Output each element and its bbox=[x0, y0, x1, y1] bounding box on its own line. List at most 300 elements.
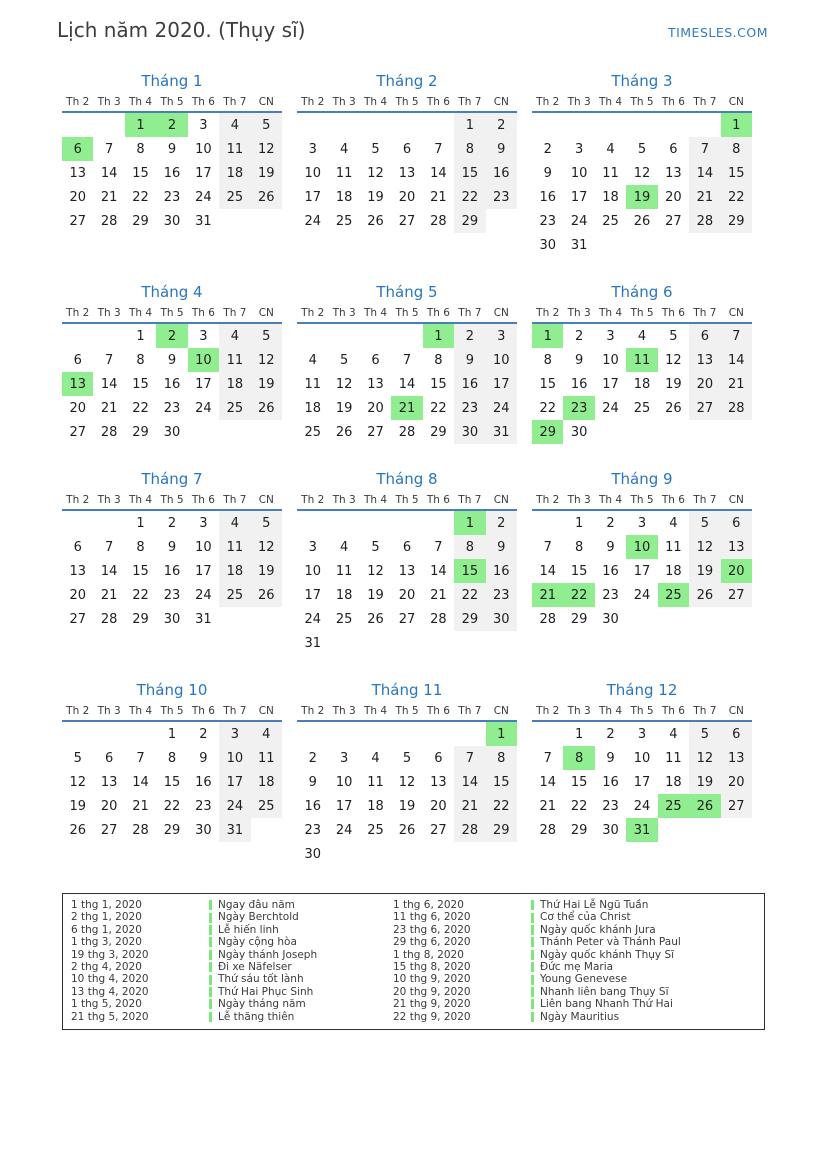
day-cell: 20 bbox=[398, 587, 416, 603]
day-cell: 6 bbox=[402, 539, 412, 555]
day-cell-empty bbox=[658, 113, 689, 137]
day-cell: 13 bbox=[721, 535, 752, 559]
day-cell-empty bbox=[62, 511, 93, 535]
weekday-label: Th 2 bbox=[301, 307, 325, 319]
day-cell: 29 bbox=[132, 424, 149, 440]
day-cell: 23 bbox=[163, 189, 181, 205]
legend-holiday-label: Ngày thánh Joseph bbox=[218, 948, 318, 961]
legend-row bbox=[385, 936, 764, 948]
day-cell: 2 bbox=[543, 141, 552, 157]
day-cell: 11 bbox=[304, 376, 321, 392]
weekday-label: Th 6 bbox=[191, 494, 215, 506]
day-cell: 21 bbox=[430, 189, 447, 205]
day-cell: 15 bbox=[132, 376, 149, 392]
day-cell: 29 bbox=[486, 818, 517, 842]
month-block-11 bbox=[297, 681, 517, 866]
legend-row bbox=[63, 936, 385, 948]
legend-holiday-label: Ngày cộng hòa bbox=[218, 936, 297, 949]
day-cell: 25 bbox=[251, 794, 282, 818]
day-cell: 28 bbox=[430, 611, 447, 627]
day-cell: 7 bbox=[136, 750, 145, 766]
day-cell: 22 bbox=[132, 587, 149, 603]
day-cell: 22 bbox=[430, 400, 447, 416]
month-block-6 bbox=[532, 283, 752, 444]
legend-row bbox=[63, 986, 385, 998]
day-cell: 9 bbox=[454, 348, 485, 372]
day-cell: 21 bbox=[100, 189, 118, 205]
day-cell: 26 bbox=[689, 794, 720, 818]
day-cell-empty bbox=[360, 631, 391, 655]
weekday-label: Th 5 bbox=[630, 307, 654, 319]
day-cell: 29 bbox=[454, 209, 485, 233]
day-cell: 23 bbox=[486, 583, 517, 607]
day-cell: 29 bbox=[570, 611, 588, 627]
weekday-label: Th 6 bbox=[426, 494, 450, 506]
day-cell-empty bbox=[532, 511, 563, 535]
day-cell: 20 bbox=[689, 372, 720, 396]
day-cell: 14 bbox=[100, 563, 118, 579]
day-cell: 7 bbox=[104, 141, 114, 157]
day-cell: 5 bbox=[251, 113, 282, 137]
legend-holiday-label: Liên bang Nhanh Thứ Hai bbox=[540, 998, 673, 1011]
day-cell-empty bbox=[689, 818, 720, 842]
day-cell: 13 bbox=[62, 372, 93, 396]
month-title[interactable]: Tháng 7 bbox=[141, 470, 203, 488]
day-cell: 16 bbox=[304, 798, 321, 814]
day-cell: 4 bbox=[669, 515, 678, 531]
day-cell: 19 bbox=[398, 798, 416, 814]
month-title[interactable]: Tháng 10 bbox=[136, 681, 208, 699]
day-cell-empty bbox=[93, 511, 124, 535]
month-title[interactable]: Tháng 11 bbox=[371, 681, 443, 699]
day-cell: 13 bbox=[689, 348, 720, 372]
day-cell: 8 bbox=[721, 137, 752, 161]
legend-row bbox=[385, 986, 764, 998]
day-cell: 21 bbox=[689, 185, 720, 209]
day-cell: 18 bbox=[219, 161, 250, 185]
day-cell-empty bbox=[93, 324, 124, 348]
day-cell: 21 bbox=[532, 583, 563, 607]
day-cell-empty bbox=[391, 113, 422, 137]
legend-date: 1 thg 6, 2020 bbox=[393, 899, 464, 911]
day-cell: 1 bbox=[136, 328, 145, 344]
day-cell-empty bbox=[62, 113, 93, 137]
day-cell: 10 bbox=[570, 165, 588, 181]
weekday-label: Th 3 bbox=[97, 96, 121, 108]
day-cell: 10 bbox=[486, 348, 517, 372]
day-cell: 29 bbox=[532, 420, 563, 444]
day-cell: 14 bbox=[454, 770, 485, 794]
day-cell: 13 bbox=[398, 165, 416, 181]
weekday-label: CN bbox=[258, 705, 274, 717]
day-cell: 10 bbox=[195, 141, 212, 157]
day-cell: 26 bbox=[689, 583, 720, 607]
holiday-tick-icon bbox=[209, 987, 212, 997]
month-title[interactable]: Tháng 1 bbox=[141, 72, 203, 90]
day-cell: 10 bbox=[335, 774, 353, 790]
month-title[interactable]: Tháng 2 bbox=[376, 72, 438, 90]
legend-date: 1 thg 3, 2020 bbox=[71, 936, 142, 949]
day-cell: 13 bbox=[69, 563, 86, 579]
day-cell: 16 bbox=[539, 189, 556, 205]
month-block-7 bbox=[62, 470, 282, 631]
day-cell: 21 bbox=[100, 587, 118, 603]
day-cell: 19 bbox=[367, 587, 384, 603]
legend-holiday-name bbox=[531, 911, 764, 923]
day-cell: 11 bbox=[367, 774, 384, 790]
day-cell: 17 bbox=[195, 376, 212, 392]
day-cell: 1 bbox=[486, 722, 517, 746]
legend-holiday-label: Thứ Hai Phục Sinh bbox=[218, 985, 314, 998]
day-cell-empty bbox=[297, 113, 328, 137]
day-cell: 23 bbox=[563, 396, 594, 420]
weekday-label: Th 2 bbox=[536, 307, 560, 319]
legend-holiday-name bbox=[209, 949, 385, 961]
day-cell-empty bbox=[532, 722, 563, 746]
day-cell: 2 bbox=[156, 324, 187, 348]
day-cell: 15 bbox=[430, 376, 447, 392]
day-cell: 6 bbox=[434, 750, 443, 766]
day-cell: 14 bbox=[100, 376, 118, 392]
weekday-label: Th 4 bbox=[599, 96, 623, 108]
legend-holiday-label: Thánh Peter và Thánh Paul bbox=[540, 936, 681, 949]
day-cell: 12 bbox=[689, 535, 720, 559]
day-cell-empty bbox=[721, 818, 752, 842]
day-cell: 9 bbox=[574, 352, 584, 368]
site-link[interactable]: TIMESLES.COM bbox=[667, 25, 768, 40]
day-cell: 30 bbox=[454, 420, 485, 444]
day-cell: 23 bbox=[539, 213, 556, 229]
legend-date: 2 thg 1, 2020 bbox=[71, 911, 142, 924]
day-cell: 11 bbox=[665, 750, 682, 766]
day-cell-empty bbox=[360, 324, 391, 348]
weekday-label: CN bbox=[493, 494, 509, 506]
day-cell-empty bbox=[626, 113, 657, 137]
day-cell: 22 bbox=[454, 583, 485, 607]
day-cell: 24 bbox=[195, 587, 212, 603]
weekday-label: Th 3 bbox=[567, 494, 591, 506]
day-cell: 1 bbox=[721, 113, 752, 137]
weekday-label: Th 4 bbox=[129, 494, 153, 506]
weekday-label: Th 6 bbox=[426, 96, 450, 108]
day-cell: 8 bbox=[136, 539, 145, 555]
day-cell: 28 bbox=[430, 213, 447, 229]
month-title[interactable]: Tháng 8 bbox=[376, 470, 438, 488]
weekday-label: Th 6 bbox=[661, 705, 685, 717]
days-grid bbox=[62, 722, 282, 842]
month-title[interactable]: Tháng 12 bbox=[606, 681, 678, 699]
days-grid bbox=[62, 324, 282, 444]
page-title: Lịch năm 2020. (Thụy sĩ) bbox=[57, 18, 306, 42]
weekday-label: Th 3 bbox=[567, 96, 591, 108]
day-cell: 5 bbox=[251, 324, 282, 348]
day-cell: 8 bbox=[486, 746, 517, 770]
month-title[interactable]: Tháng 5 bbox=[376, 283, 438, 301]
weekday-label: Th 2 bbox=[66, 705, 90, 717]
weekday-label: Th 3 bbox=[332, 705, 356, 717]
weekday-label: Th 5 bbox=[395, 307, 419, 319]
day-cell-empty bbox=[454, 631, 485, 655]
weekday-header-row bbox=[62, 307, 282, 324]
day-cell-empty bbox=[328, 324, 359, 348]
day-cell: 31 bbox=[486, 420, 517, 444]
day-cell: 24 bbox=[486, 396, 517, 420]
weekday-label: Th 6 bbox=[191, 307, 215, 319]
day-cell: 4 bbox=[371, 750, 380, 766]
day-cell: 5 bbox=[371, 141, 380, 157]
day-cell: 11 bbox=[626, 348, 657, 372]
legend-date: 6 thg 1, 2020 bbox=[71, 923, 142, 936]
day-cell: 2 bbox=[574, 328, 584, 344]
weekday-label: Th 5 bbox=[160, 494, 184, 506]
day-cell: 14 bbox=[132, 774, 149, 790]
day-cell: 6 bbox=[73, 539, 82, 555]
day-cell: 19 bbox=[251, 559, 282, 583]
legend-holiday-name bbox=[209, 1011, 385, 1023]
weekday-header-row bbox=[297, 307, 517, 324]
day-cell: 21 bbox=[391, 396, 422, 420]
day-cell-empty bbox=[658, 420, 689, 444]
day-cell: 29 bbox=[721, 209, 752, 233]
day-cell-empty bbox=[328, 842, 359, 866]
day-cell: 24 bbox=[195, 400, 212, 416]
day-cell-empty bbox=[454, 842, 485, 866]
day-cell: 2 bbox=[606, 515, 615, 531]
day-cell: 9 bbox=[606, 750, 615, 766]
month-title[interactable]: Tháng 4 bbox=[141, 283, 203, 301]
day-cell: 30 bbox=[486, 607, 517, 631]
day-cell-empty bbox=[125, 722, 156, 746]
holiday-tick-icon bbox=[531, 913, 534, 923]
day-cell: 14 bbox=[689, 161, 720, 185]
day-cell-empty bbox=[486, 842, 517, 866]
holiday-tick-icon bbox=[209, 900, 212, 910]
day-cell: 4 bbox=[251, 722, 282, 746]
day-cell: 11 bbox=[335, 563, 353, 579]
weekday-header-row bbox=[532, 96, 752, 113]
day-cell-empty bbox=[297, 324, 328, 348]
holiday-tick-icon bbox=[209, 962, 212, 972]
legend-date: 11 thg 6, 2020 bbox=[393, 911, 471, 924]
days-grid bbox=[62, 113, 282, 233]
day-cell: 26 bbox=[367, 213, 384, 229]
day-cell-empty bbox=[391, 511, 422, 535]
day-cell: 29 bbox=[132, 611, 149, 627]
day-cell: 22 bbox=[454, 185, 485, 209]
day-cell: 6 bbox=[721, 511, 752, 535]
day-cell-empty bbox=[689, 420, 720, 444]
day-cell-empty bbox=[360, 722, 391, 746]
day-cell: 11 bbox=[251, 746, 282, 770]
legend-holiday-name bbox=[209, 973, 385, 985]
legend-date: 10 thg 9, 2020 bbox=[393, 973, 471, 986]
day-cell: 27 bbox=[398, 611, 416, 627]
day-cell: 23 bbox=[163, 400, 181, 416]
day-cell: 28 bbox=[539, 611, 556, 627]
day-cell: 22 bbox=[570, 798, 588, 814]
day-cell: 26 bbox=[398, 822, 416, 838]
day-cell: 15 bbox=[454, 161, 485, 185]
day-cell: 7 bbox=[689, 137, 720, 161]
day-cell-empty bbox=[689, 113, 720, 137]
day-cell: 17 bbox=[195, 165, 212, 181]
weekday-label: Th 3 bbox=[332, 96, 356, 108]
day-cell: 12 bbox=[633, 165, 651, 181]
legend-date: 15 thg 8, 2020 bbox=[393, 961, 471, 974]
holiday-tick-icon bbox=[209, 950, 212, 960]
day-cell: 18 bbox=[335, 189, 353, 205]
day-cell: 12 bbox=[665, 352, 682, 368]
day-cell: 12 bbox=[251, 137, 282, 161]
day-cell-empty bbox=[328, 722, 359, 746]
day-cell: 11 bbox=[602, 165, 619, 181]
day-cell: 17 bbox=[304, 189, 321, 205]
legend-holiday-label: Thứ Hai Lễ Ngũ Tuần bbox=[540, 899, 649, 911]
day-cell: 18 bbox=[219, 372, 250, 396]
weekday-label: CN bbox=[728, 307, 744, 319]
day-cell: 16 bbox=[163, 165, 181, 181]
day-cell: 17 bbox=[195, 563, 212, 579]
day-cell: 4 bbox=[219, 113, 250, 137]
day-cell-empty bbox=[391, 324, 422, 348]
day-cell-empty bbox=[658, 233, 689, 257]
legend-holiday-label: Thứ sáu tốt lành bbox=[218, 973, 304, 986]
day-cell: 27 bbox=[721, 794, 752, 818]
day-cell: 28 bbox=[100, 611, 118, 627]
day-cell: 20 bbox=[430, 798, 447, 814]
day-cell: 6 bbox=[104, 750, 114, 766]
day-cell-empty bbox=[360, 511, 391, 535]
weekday-label: Th 7 bbox=[693, 96, 717, 108]
day-cell-empty bbox=[595, 420, 626, 444]
day-cell: 20 bbox=[721, 559, 752, 583]
weekday-label: Th 5 bbox=[630, 705, 654, 717]
day-cell: 8 bbox=[543, 352, 552, 368]
weekday-label: Th 7 bbox=[693, 494, 717, 506]
day-cell: 16 bbox=[602, 774, 619, 790]
day-cell: 2 bbox=[156, 113, 187, 137]
day-cell: 17 bbox=[219, 770, 250, 794]
legend-holiday-label: Ngày Mauritius bbox=[540, 1010, 620, 1023]
day-cell: 24 bbox=[633, 798, 651, 814]
day-cell: 2 bbox=[199, 726, 208, 742]
day-cell: 3 bbox=[308, 539, 317, 555]
day-cell: 10 bbox=[188, 348, 219, 372]
day-cell: 4 bbox=[219, 324, 250, 348]
day-cell: 22 bbox=[132, 189, 149, 205]
day-cell: 1 bbox=[125, 113, 156, 137]
day-cell: 17 bbox=[335, 798, 353, 814]
day-cell: 8 bbox=[574, 539, 584, 555]
weekday-label: Th 7 bbox=[458, 96, 482, 108]
day-cell: 7 bbox=[543, 539, 552, 555]
day-cell: 19 bbox=[69, 798, 86, 814]
weekday-label: CN bbox=[258, 494, 274, 506]
weekday-label: Th 2 bbox=[536, 705, 560, 717]
day-cell-empty bbox=[251, 209, 282, 233]
day-cell: 26 bbox=[251, 185, 282, 209]
day-cell: 21 bbox=[100, 400, 118, 416]
weekday-label: CN bbox=[493, 96, 509, 108]
day-cell: 3 bbox=[219, 722, 250, 746]
day-cell: 31 bbox=[195, 611, 212, 627]
month-block-1 bbox=[62, 72, 282, 233]
weekday-label: Th 3 bbox=[567, 705, 591, 717]
day-cell: 5 bbox=[251, 511, 282, 535]
day-cell: 23 bbox=[304, 822, 321, 838]
day-cell-empty bbox=[423, 511, 454, 535]
day-cell: 10 bbox=[626, 535, 657, 559]
legend-holiday-name bbox=[531, 998, 764, 1010]
day-cell: 23 bbox=[486, 185, 517, 209]
day-cell-empty bbox=[532, 113, 563, 137]
day-cell: 28 bbox=[100, 424, 118, 440]
weekday-label: Th 5 bbox=[160, 307, 184, 319]
day-cell: 12 bbox=[251, 348, 282, 372]
day-cell: 26 bbox=[367, 611, 384, 627]
day-cell: 13 bbox=[100, 774, 118, 790]
day-cell: 31 bbox=[195, 213, 212, 229]
month-title[interactable]: Tháng 3 bbox=[611, 72, 673, 90]
day-cell: 12 bbox=[689, 746, 720, 770]
legend-holiday-name bbox=[209, 899, 385, 911]
day-cell: 1 bbox=[136, 515, 145, 531]
legend-box bbox=[62, 893, 765, 1030]
day-cell: 6 bbox=[73, 352, 82, 368]
day-cell-empty bbox=[251, 607, 282, 631]
weekday-label: Th 6 bbox=[191, 705, 215, 717]
day-cell: 3 bbox=[308, 141, 317, 157]
day-cell: 1 bbox=[574, 515, 584, 531]
weekday-header-row bbox=[532, 705, 752, 722]
day-cell: 15 bbox=[163, 774, 181, 790]
day-cell-empty bbox=[391, 722, 422, 746]
day-cell: 2 bbox=[454, 324, 485, 348]
day-cell: 20 bbox=[69, 189, 86, 205]
day-cell: 3 bbox=[574, 141, 584, 157]
day-cell-empty bbox=[423, 113, 454, 137]
day-cell: 23 bbox=[454, 396, 485, 420]
month-title[interactable]: Tháng 9 bbox=[611, 470, 673, 488]
day-cell: 4 bbox=[637, 328, 647, 344]
legend-row bbox=[63, 924, 385, 936]
weekday-label: Th 2 bbox=[66, 96, 90, 108]
day-cell: 8 bbox=[136, 141, 145, 157]
weekday-label: Th 2 bbox=[536, 494, 560, 506]
day-cell: 5 bbox=[669, 328, 678, 344]
day-cell: 4 bbox=[669, 726, 678, 742]
day-cell: 16 bbox=[454, 372, 485, 396]
weekday-header-row bbox=[297, 96, 517, 113]
day-cell: 14 bbox=[539, 563, 556, 579]
month-title[interactable]: Tháng 6 bbox=[611, 283, 673, 301]
day-cell: 17 bbox=[633, 774, 651, 790]
day-cell: 16 bbox=[195, 774, 212, 790]
weekday-label: Th 3 bbox=[97, 494, 121, 506]
day-cell: 16 bbox=[486, 559, 517, 583]
day-cell-empty bbox=[626, 420, 657, 444]
day-cell: 5 bbox=[402, 750, 412, 766]
day-cell: 20 bbox=[69, 587, 86, 603]
weekday-header-row bbox=[532, 494, 752, 511]
day-cell-empty bbox=[328, 511, 359, 535]
day-cell: 6 bbox=[721, 722, 752, 746]
day-cell: 17 bbox=[602, 376, 619, 392]
day-cell: 15 bbox=[539, 376, 556, 392]
day-cell-empty bbox=[328, 113, 359, 137]
weekday-label: Th 4 bbox=[364, 705, 388, 717]
day-cell-empty bbox=[423, 722, 454, 746]
